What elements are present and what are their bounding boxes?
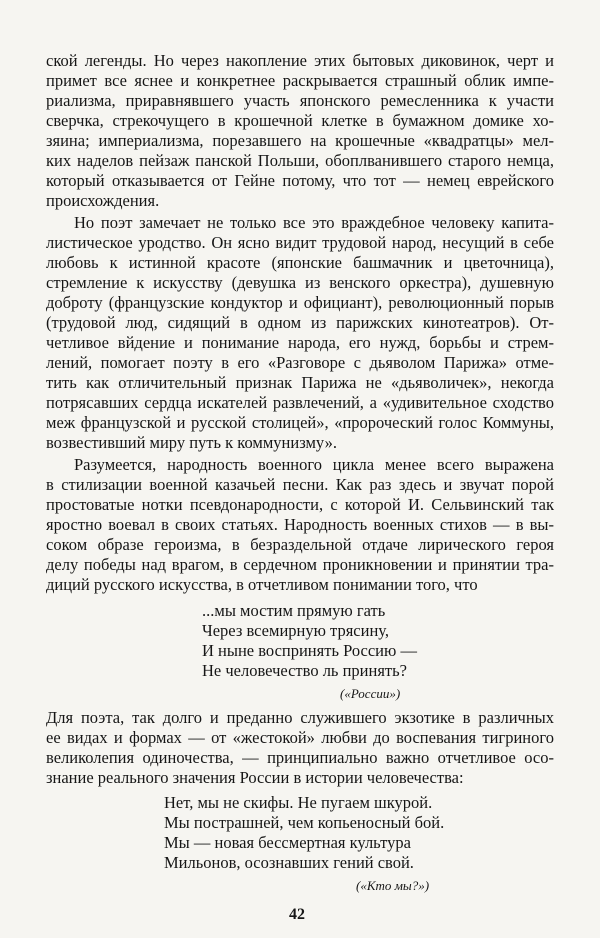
text-line: возвестивший миру путь к коммунизму». (46, 433, 337, 452)
verse-line: Нет, мы не скифы. Не пугаем шкурой. (164, 793, 433, 812)
text-line: четливое вйдение и понимание народа, его нужд, борьбы и стрем- (46, 333, 554, 352)
text-line: соком образе героизма, в безраздельной отдаче лирического героя (46, 535, 554, 554)
verse-line: Не человечество ль принять? (202, 661, 407, 680)
text-line: Разумеется, народность военного цикла менее всего выражена (74, 455, 554, 474)
text-line: Для поэта, так долго и преданно служившего экзотике в различных (46, 708, 554, 727)
verse-line: Мильонов, осознавших гений свой. (164, 853, 414, 872)
text-line: происхождения. (46, 191, 160, 210)
text-line: зяина; империализма, порезавшего на крошечные «квадратцы» мел- (46, 131, 554, 150)
verse-attribution: («России») (340, 686, 401, 701)
text-line: любовь к истинной красоте (японские башмачник и цветочница), (46, 253, 554, 272)
text-line: который отказывается от Гейне потому, что тот — немец еврейского (46, 171, 554, 190)
text-line: простоватые нотки псевдонародности, с которой И. Сельвинский так (46, 495, 554, 514)
text-line: делу победы над врагом, в сердечном проникновении и принятии тра- (46, 555, 554, 574)
verse-line: Мы пострашней, чем копьеносный бой. (164, 813, 445, 832)
text-line: примет все яснее и конкретнее раскрывается страшный облик импе- (46, 71, 554, 90)
text-line: великолепия одиночества, — принципиально важно отчетливое осо- (46, 748, 554, 767)
text-line: знание реального значения России в истории человечества: (46, 768, 464, 787)
text-line: ких наделов пейзаж панской Польши, обоплванившего старого немца, (46, 151, 554, 170)
text-line: доброту (французские кондуктор и официант), революционный порыв (46, 293, 554, 312)
text-line: стремление к искусству (девушка из венского оркестра), душевную (46, 273, 554, 292)
verse-line: И ныне воспринять Россию — (202, 641, 417, 660)
text-line: Но поэт замечает не только все это враждебное человеку капита- (74, 213, 554, 232)
text-line: потрясавших сердца искателей развлечений, а «удивительное сходство (46, 393, 554, 412)
verse-line: Мы — новая бессмертная культура (164, 833, 411, 852)
text-line: диций русского искусства, в отчетливом понимании того, что (46, 575, 478, 594)
verse-line: Через всемирную трясину, (202, 621, 390, 640)
text-line: яростно воевал в своих статьях. Народность военных стихов — в вы- (46, 515, 554, 534)
text-line: сверчка, стрекочущего в крошечной клетке в бумажном домике хо- (46, 111, 554, 130)
text-line: (трудовой люд, сидящий в одном из парижских кинотеатров). От- (46, 313, 554, 332)
text-line: лений, помогает поэту в его «Разговоре с дьяволом Парижа» отме- (46, 353, 554, 372)
text-line: листическое уродство. Он ясно видит трудовой народ, несущий в себе (46, 233, 554, 252)
text-line: ее видах и формах — от «жестокой» любви до воспевания тигриного (46, 728, 554, 747)
page-number: 42 (289, 906, 305, 923)
verse-attribution: («Кто мы?») (356, 878, 430, 893)
text-line: ской легенды. Но через накопление этих бытовых диковинок, черт и (46, 51, 554, 70)
text-line: в стилизации военной казачьей песни. Как раз здесь и звучат порой (46, 475, 554, 494)
text-line: тить как отличительный признак Парижа не «дьяволичек», некогда (46, 373, 554, 392)
text-line: риализма, приравнявшего участь японского ремесленника к участи (46, 91, 554, 110)
text-line: меж французской и русской столицей», «пророческий голос Коммуны, (46, 413, 554, 432)
verse-line: ...мы мостим прямую гать (202, 601, 386, 620)
